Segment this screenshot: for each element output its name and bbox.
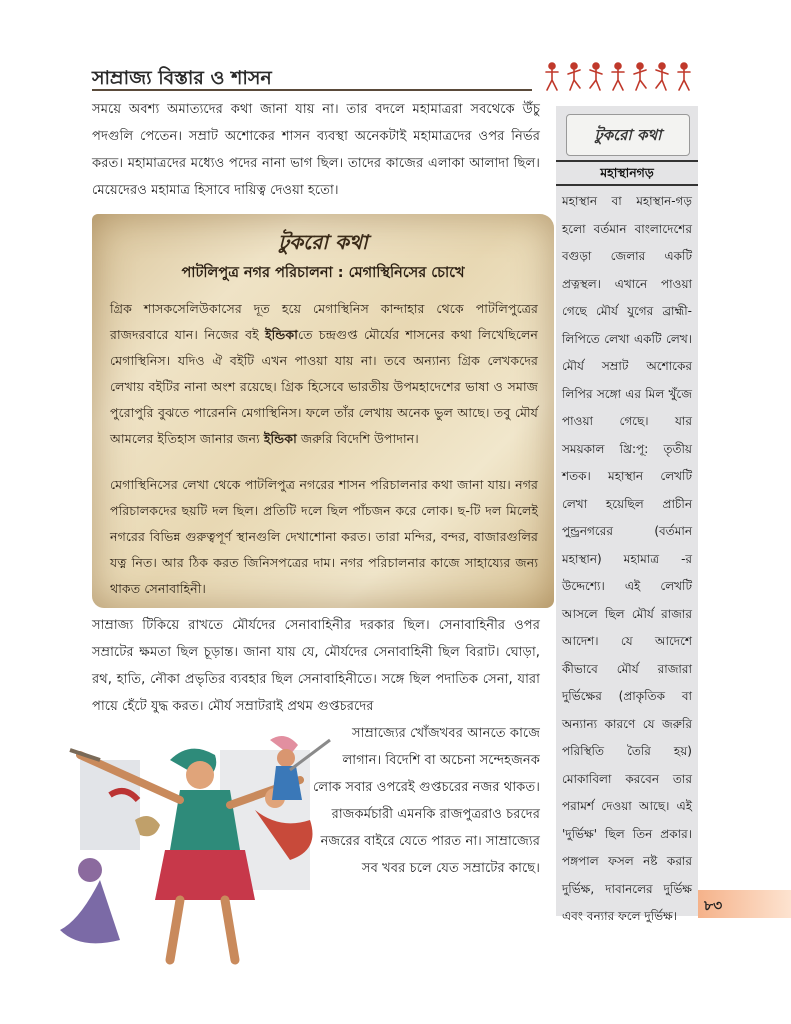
p1-text-c: তে চন্দ্রগুপ্ত মৌর্যের শাসনের কথা লিখেছিলেন মেগাস্থিনিস। যদিও ঐ বইটি এখন পাওয়া যায় না। তবে অন্যান্য গ্রিক লেখকদের লেখায় বইটির নানা অংশ রয়েছে। গ্রিক হিসেবে ভারতীয় উপমহাদেশের ভাষা ও সমাজ পুরোপুরি বুঝতে পারেননি মেগাস্থিনিস। ফলে তাঁর লেখায় অনেক ভুল আছে। তবু মৌর্য আমলের ইতিহাস জানার জন্য (110, 327, 538, 446)
parchment-box (92, 214, 554, 608)
box-subtitle: পাটলিপুত্র নগর পরিচালনা : মেগাস্থিনিসের চোখে (181, 265, 465, 281)
page-number: ৮৩ (704, 898, 723, 914)
indika-term-2: ইন্ডিকা (263, 431, 297, 446)
p1-text-a: গ্রিক শাসকসেলিউকাসের দূত হয়ে মেগাস্থিনিস কান্দাহার থেকে পাটলিপুত্রের রাজদরবারে যান। নিজের বই (110, 301, 538, 342)
sidebar-heading: টুকরো কথা (566, 114, 690, 156)
indika-term: ইন্ডিকা (265, 327, 298, 342)
box-paragraph-2: মেগাস্থিনিসের লেখা থেকে পাটলিপুত্র নগরের শাসন পরিচালনার কথা জানা যায়। নগর পরিচালকদের ছয়টি দল ছিল। প্রতিটি দলে ছিল পাঁচজন করে লোক। ছ-টি দল মিলেই নগরের বিভিন্ন গুরুত্বপূর্ণ স্থানগুলি দেখাশোনা করত। তারা মন্দির, বন্দর, বাজারগুলির যত্ন নিত। আর ঠিক করত জিনিসপত্রের দাম। নগর পরিচালনার কাজে সাহায্যের জন্য থাকত সেনাবাহিনী। (110, 477, 538, 596)
army-paragraph: সাম্রাজ্য টিকিয়ে রাখতে মৌর্যদের সেনাবাহিনীর দরকার ছিল। সেনাবাহিনীর ওপর সম্রাটের ক্ষমতা ছিল চূড়ান্ত। জানা যায় যে, মৌর্যদের সেনাবাহিনী ছিল বিরাট। ঘোড়া, রথ, হাতি, নৌকা প্রভৃতির ব্যবহার ছিল সেনাবাহিনীতে। সঙ্গে ছিল পদাতিক সেনা, যারা পায়ে হেঁটে যুদ্ধ করত। মৌর্য সম্রাটরাই প্রথম গুপ্তচরদের (92, 618, 540, 714)
header-title: সাম্রাজ্য বিস্তার ও শাসন (92, 67, 272, 89)
p1-text-e: জরুরি বিদেশি উপাদান। (296, 431, 419, 446)
intro-paragraph: সময়ে অবশ্য অমাত্যদের কথা জানা যায় না। তার বদলে মহামাত্ররা সবথেকে উঁচু পদগুলি পেতেন। সম্রাট অশোকের শাসন ব্যবস্থা অনেকটাই মহামাত্রদের ওপর নির্ভর করত। মহামাত্রদের মধ্যেও পদের নানা ভাগ ছিল। তাদের কাজের এলাকা আলাদা ছিল। মেয়েদেরও মহামাত্র হিসাবে দায়িত্ব দেওয়া হতো। (92, 102, 540, 198)
header-rule (92, 89, 532, 91)
sidebar-text: মহাস্থান বা মহাস্থান-গড় হলো বর্তমান বাংলাদেশের বগুড়া জেলার একটি প্রত্নস্থল। এখানে পাওয়া গেছে মৌর্য যুগের ব্রাহ্মী-লিপিতে লেখা একটি লেখ। মৌর্য সম্রাট অশোকের লিপির সঙ্গো এর মিল খুঁজে পাওয়া গেছে। যার সময়কাল খ্রি:পূ: তৃতীয় শতক। মহাস্থান লেখটি লেখা হয়েছিল প্রাচীন পুন্ড্রনগরের (বর্তমান মহাস্থান) মহামাত্র -র উদ্দেশ্যে। এই লেখটি আসলে ছিল মৌর্য রাজার আদেশ। যে আদেশে কীভাবে মৌর্য রাজারা দুর্ভিক্ষের (প্রাকৃতিক বা অন্যান্য কারণে যে জরুরি পরিস্থিতি তৈরি হয়) মোকাবিলা করবেন তার পরামর্শ দেওয়া আছে। এই 'দুর্ভিক্ষ' ছিল তিন প্রকার। পঙ্গপাল ফসল নষ্ট করার দুর্ভিক্ষ, দাবানলের দুর্ভিক্ষ এবং বন্যার ফলে দুর্ভিক্ষ। (562, 194, 692, 923)
sidebar-subheading: মহাস্থানগড় (556, 160, 698, 186)
box-title: টুকরো কথা (278, 230, 368, 254)
soldiers-illustration-icon (40, 700, 340, 970)
box-paragraph-1 (110, 296, 538, 452)
dancing-figures-decoration-icon (538, 60, 708, 94)
spy-paragraph: সাম্রাজ্যের খোঁজখবর আনতে কাজে লাগান। বিদেশি বা অচেনা সন্দেহজনক লোক সবার ওপরেই গুপ্তচরের নজর থাকত। রাজকর্মচারী এমনকি রাজপুত্ররাও চরদের নজরের বাইরে যেতে পারত না। সাম্রাজ্যের সব খবর চলে যেত সম্রাটের কাছে। (313, 726, 540, 876)
